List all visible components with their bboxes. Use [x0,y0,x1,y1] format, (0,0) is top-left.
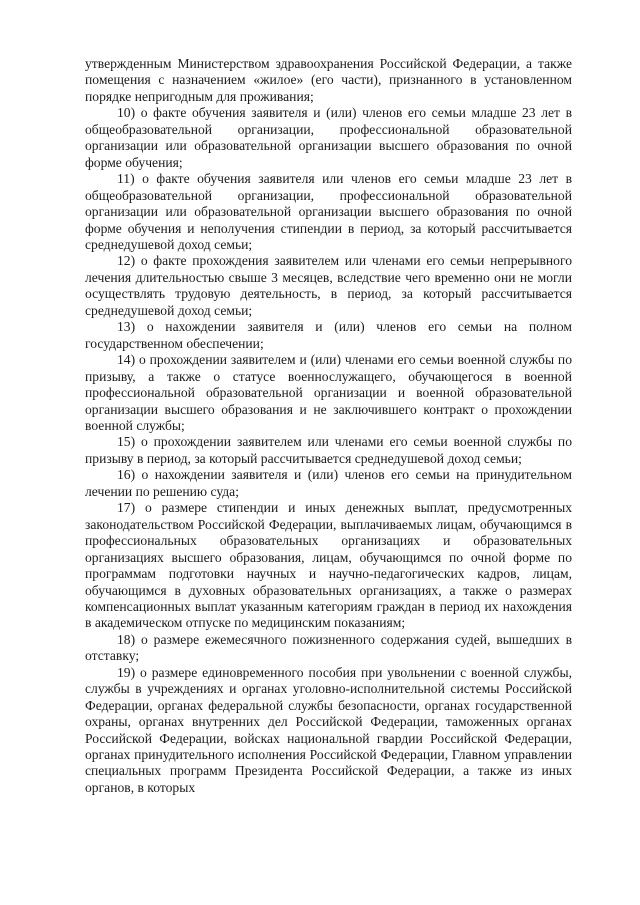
paragraph-item-16: 16) о нахождении заявителя и (или) членов его семьи на принудительном лечении по решению суда; [85,467,572,499]
document-page [85,56,572,796]
paragraph-item-15: 15) о прохождении заявителем или членами его семьи военной службы по призыву в период, за который рассчитывается среднедушевой доход семьи; [85,434,572,466]
paragraph-item-13: 13) о нахождении заявителя и (или) членов его семьи на полном государственном обеспечении; [85,319,572,351]
paragraph-item-18: 18) о размере ежемесячного пожизненного содержания судей, вышедших в отставку; [85,631,572,664]
paragraph-item-11: 11) о факте обучения заявителя или членов его семьи младше 23 лет в общеобразовательной организации, профессиональной образовательной организации или образовательной организации высшего образования по очной форме обучения и неполучения стипендии в период, за который рассчитывается среднедушевой доход семьи; [85,171,572,252]
paragraph-item-19: 19) о размере единовременного пособия при увольнении с военной службы, службы в учреждениях и органах уголовно-исполнительной системы Российской Федерации, органах федеральной службы безопасности, органах государственной охраны, органах внутренних дел Российской Федерации, таможенных органах Российской Федерации, войсках национальной гвардии Российской Федерации, органах принудительного исполнения Российской Федерации, Главном управлении специальных программ Президента Российской Федерации, а также из иных органов, в которых [85,664,572,795]
paragraph-continuation: утвержденным Министерством здравоохранения Российской Федерации, а также помещения с назначением «жилое» (его части), признанного в установленном порядке непригодным для проживания; [85,56,572,104]
paragraph-item-10: 10) о факте обучения заявителя и (или) членов его семьи младше 23 лет в общеобразовательной организации, профессиональной образовательной организации или образовательной организации высшего образования по очной форме обучения; [85,105,572,170]
paragraph-item-14: 14) о прохождении заявителем и (или) членами его семьи военной службы по призыву, а также о статусе военнослужащего, обучающегося в военной профессиональной образовательной организации и военной образовательной организации высшего образования и не заключившего контракт о прохождении военной службы; [85,352,572,433]
paragraph-item-17: 17) о размере стипендии и иных денежных выплат, предусмотренных законодательством Российской Федерации, выплачиваемых лицам, обучающимся в профессиональных образовательных организациях и образовательных организациях высшего образования, лицам, обучающимся по очной форме по программам подготовки научных и научно-педагогических кадров, лицам, обучающимся в духовных образовательных организациях, а также о размерах компенсационных выплат указанным категориям граждан в период их нахождения в академическом отпуске по медицинским показаниям; [85,500,572,631]
paragraph-item-12: 12) о факте прохождения заявителем или членами его семьи непрерывного лечения длительностью свыше 3 месяцев, вследствие чего временно они не могли осуществлять трудовую деятельность, в период, за который рассчитывается среднедушевой доход семьи; [85,253,572,318]
